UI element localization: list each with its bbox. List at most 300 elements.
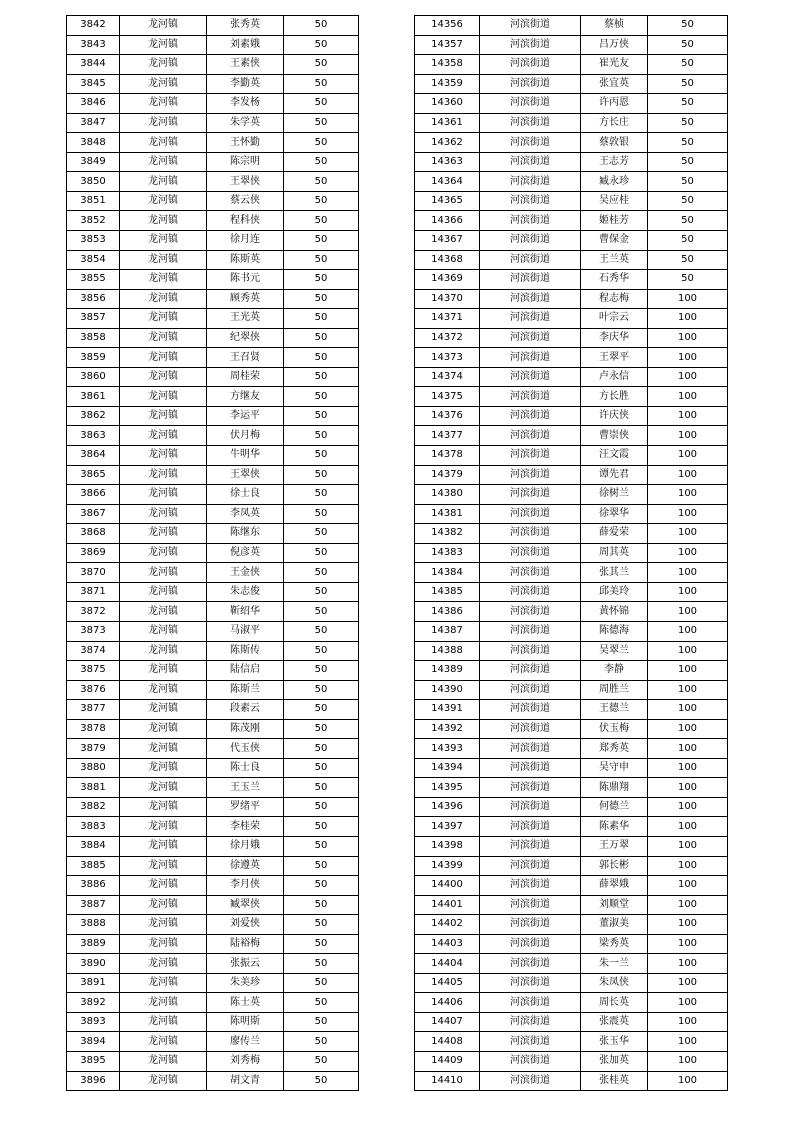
- amount-cell: 50: [284, 250, 359, 270]
- amount-cell: 100: [648, 934, 728, 954]
- amount-cell: 100: [648, 954, 728, 974]
- amount-cell: 100: [648, 289, 728, 309]
- person-name-cell: 董淑美: [581, 915, 648, 935]
- amount-cell: 50: [284, 778, 359, 798]
- row-number-cell: 3859: [67, 348, 120, 368]
- township-cell: 河滨街道: [480, 446, 581, 466]
- table-row: [67, 915, 359, 935]
- amount-cell: 50: [648, 172, 728, 192]
- amount-cell: 50: [284, 797, 359, 817]
- person-name-cell: 王翠平: [581, 348, 648, 368]
- township-cell: 河滨街道: [480, 1012, 581, 1032]
- person-name-cell: 陈茂刚: [207, 719, 284, 739]
- row-number-cell: 3890: [67, 954, 120, 974]
- row-number-cell: 14390: [415, 680, 480, 700]
- person-name-cell: 伏月梅: [207, 426, 284, 446]
- township-cell: 河滨街道: [480, 504, 581, 524]
- table-row: [415, 465, 728, 485]
- amount-cell: 50: [284, 348, 359, 368]
- table-row: [415, 426, 728, 446]
- table-row: [67, 993, 359, 1013]
- row-number-cell: 14400: [415, 876, 480, 896]
- township-cell: 河滨街道: [480, 250, 581, 270]
- row-number-cell: 14404: [415, 954, 480, 974]
- person-name-cell: 吕万侠: [581, 35, 648, 55]
- township-cell: 河滨街道: [480, 680, 581, 700]
- amount-cell: 50: [648, 35, 728, 55]
- township-cell: 龙河镇: [120, 524, 207, 544]
- table-row: [67, 680, 359, 700]
- person-name-cell: 陈士良: [207, 758, 284, 778]
- person-name-cell: 汪文霞: [581, 446, 648, 466]
- person-name-cell: 顾秀英: [207, 289, 284, 309]
- township-cell: 龙河镇: [120, 504, 207, 524]
- township-cell: 河滨街道: [480, 94, 581, 114]
- person-name-cell: 许丙恩: [581, 94, 648, 114]
- person-name-cell: 臧永珍: [581, 172, 648, 192]
- township-cell: 河滨街道: [480, 387, 581, 407]
- amount-cell: 50: [284, 582, 359, 602]
- row-number-cell: 3844: [67, 55, 120, 75]
- table-row: [67, 309, 359, 329]
- township-cell: 龙河镇: [120, 113, 207, 133]
- row-number-cell: 3863: [67, 426, 120, 446]
- amount-cell: 50: [284, 934, 359, 954]
- table-row: [67, 465, 359, 485]
- row-number-cell: 14357: [415, 35, 480, 55]
- row-number-cell: 14368: [415, 250, 480, 270]
- row-number-cell: 14396: [415, 797, 480, 817]
- table-row: [415, 113, 728, 133]
- table-row: [67, 133, 359, 153]
- table-row: [415, 250, 728, 270]
- table-row: [415, 543, 728, 563]
- table-row: [67, 231, 359, 251]
- amount-cell: 100: [648, 856, 728, 876]
- person-name-cell: 张桂英: [581, 1071, 648, 1091]
- township-cell: 河滨街道: [480, 191, 581, 211]
- person-name-cell: 王万翠: [581, 836, 648, 856]
- row-number-cell: 14410: [415, 1071, 480, 1091]
- person-name-cell: 张宜英: [581, 74, 648, 94]
- amount-cell: 50: [648, 231, 728, 251]
- row-number-cell: 3854: [67, 250, 120, 270]
- table-row: [67, 94, 359, 114]
- row-number-cell: 3868: [67, 524, 120, 544]
- table-row: [67, 778, 359, 798]
- table-row: [67, 1012, 359, 1032]
- row-number-cell: 3878: [67, 719, 120, 739]
- table-row: [415, 993, 728, 1013]
- table-row: [415, 406, 728, 426]
- row-number-cell: 14370: [415, 289, 480, 309]
- amount-cell: 100: [648, 387, 728, 407]
- row-number-cell: 14394: [415, 758, 480, 778]
- row-number-cell: 3881: [67, 778, 120, 798]
- township-cell: 龙河镇: [120, 94, 207, 114]
- amount-cell: 100: [648, 680, 728, 700]
- row-number-cell: 14398: [415, 836, 480, 856]
- township-cell: 河滨街道: [480, 113, 581, 133]
- row-number-cell: 3846: [67, 94, 120, 114]
- person-name-cell: 郭长彬: [581, 856, 648, 876]
- amount-cell: 100: [648, 367, 728, 387]
- township-cell: 龙河镇: [120, 680, 207, 700]
- person-name-cell: 陈斯传: [207, 641, 284, 661]
- row-number-cell: 3862: [67, 406, 120, 426]
- row-number-cell: 14399: [415, 856, 480, 876]
- table-row: [67, 250, 359, 270]
- row-number-cell: 14358: [415, 55, 480, 75]
- person-name-cell: 徐遵英: [207, 856, 284, 876]
- amount-cell: 50: [284, 16, 359, 36]
- township-cell: 龙河镇: [120, 993, 207, 1013]
- township-cell: 龙河镇: [120, 446, 207, 466]
- row-number-cell: 14367: [415, 231, 480, 251]
- township-cell: 龙河镇: [120, 309, 207, 329]
- person-name-cell: 王志芳: [581, 152, 648, 172]
- township-cell: 河滨街道: [480, 582, 581, 602]
- township-cell: 龙河镇: [120, 172, 207, 192]
- person-name-cell: 李发杨: [207, 94, 284, 114]
- table-row: [415, 582, 728, 602]
- table-row: [415, 856, 728, 876]
- township-cell: 龙河镇: [120, 152, 207, 172]
- township-cell: 河滨街道: [480, 309, 581, 329]
- row-number-cell: 3873: [67, 621, 120, 641]
- table-row: [67, 621, 359, 641]
- township-cell: 河滨街道: [480, 465, 581, 485]
- row-number-cell: 3885: [67, 856, 120, 876]
- amount-cell: 100: [648, 993, 728, 1013]
- row-number-cell: 14363: [415, 152, 480, 172]
- table-row: [415, 719, 728, 739]
- person-name-cell: 吴守申: [581, 758, 648, 778]
- person-name-cell: 王怀勤: [207, 133, 284, 153]
- amount-cell: 100: [648, 836, 728, 856]
- row-number-cell: 14383: [415, 543, 480, 563]
- amount-cell: 50: [284, 113, 359, 133]
- township-cell: 龙河镇: [120, 16, 207, 36]
- amount-cell: 50: [284, 152, 359, 172]
- table-row: [67, 270, 359, 290]
- table-row: [415, 797, 728, 817]
- person-name-cell: 黄怀锦: [581, 602, 648, 622]
- row-number-cell: 14366: [415, 211, 480, 231]
- township-cell: 河滨街道: [480, 661, 581, 681]
- table-row: [415, 915, 728, 935]
- person-name-cell: 王翠侠: [207, 172, 284, 192]
- township-cell: 龙河镇: [120, 836, 207, 856]
- table-row: [415, 485, 728, 505]
- amount-cell: 100: [648, 876, 728, 896]
- person-name-cell: 何德兰: [581, 797, 648, 817]
- row-number-cell: 14409: [415, 1051, 480, 1071]
- table-row: [415, 758, 728, 778]
- person-name-cell: 倪彦英: [207, 543, 284, 563]
- amount-cell: 50: [284, 543, 359, 563]
- person-name-cell: 陈继东: [207, 524, 284, 544]
- table-row: [67, 113, 359, 133]
- township-cell: 龙河镇: [120, 778, 207, 798]
- township-cell: 龙河镇: [120, 485, 207, 505]
- table-row: [415, 191, 728, 211]
- row-number-cell: 14407: [415, 1012, 480, 1032]
- amount-cell: 100: [648, 895, 728, 915]
- person-name-cell: 周胜兰: [581, 680, 648, 700]
- township-cell: 龙河镇: [120, 700, 207, 720]
- row-number-cell: 14391: [415, 700, 480, 720]
- row-number-cell: 3884: [67, 836, 120, 856]
- amount-cell: 50: [284, 367, 359, 387]
- township-cell: 河滨街道: [480, 993, 581, 1013]
- amount-cell: 100: [648, 915, 728, 935]
- table-row: [415, 504, 728, 524]
- left-roster-table: [66, 15, 359, 1091]
- person-name-cell: 王金侠: [207, 563, 284, 583]
- township-cell: 龙河镇: [120, 35, 207, 55]
- township-cell: 河滨街道: [480, 35, 581, 55]
- row-number-cell: 14361: [415, 113, 480, 133]
- amount-cell: 50: [284, 661, 359, 681]
- person-name-cell: 叶宗云: [581, 309, 648, 329]
- row-number-cell: 14377: [415, 426, 480, 446]
- amount-cell: 50: [284, 719, 359, 739]
- amount-cell: 50: [284, 915, 359, 935]
- row-number-cell: 3889: [67, 934, 120, 954]
- table-row: [415, 16, 728, 36]
- amount-cell: 100: [648, 817, 728, 837]
- row-number-cell: 14408: [415, 1032, 480, 1052]
- amount-cell: 50: [284, 700, 359, 720]
- amount-cell: 50: [284, 602, 359, 622]
- table-row: [67, 954, 359, 974]
- row-number-cell: 14388: [415, 641, 480, 661]
- table-row: [415, 270, 728, 290]
- person-name-cell: 张振云: [207, 954, 284, 974]
- township-cell: 龙河镇: [120, 328, 207, 348]
- person-name-cell: 陈素华: [581, 817, 648, 837]
- amount-cell: 50: [284, 309, 359, 329]
- person-name-cell: 郑秀英: [581, 739, 648, 759]
- table-row: [415, 778, 728, 798]
- row-number-cell: 3877: [67, 700, 120, 720]
- row-number-cell: 3892: [67, 993, 120, 1013]
- township-cell: 河滨街道: [480, 778, 581, 798]
- amount-cell: 100: [648, 563, 728, 583]
- row-number-cell: 14386: [415, 602, 480, 622]
- table-row: [67, 582, 359, 602]
- table-row: [67, 406, 359, 426]
- amount-cell: 100: [648, 309, 728, 329]
- table-row: [415, 387, 728, 407]
- person-name-cell: 陈明斯: [207, 1012, 284, 1032]
- table-row: [67, 817, 359, 837]
- row-number-cell: 14360: [415, 94, 480, 114]
- table-row: [67, 485, 359, 505]
- row-number-cell: 14392: [415, 719, 480, 739]
- table-row: [67, 328, 359, 348]
- row-number-cell: 3870: [67, 563, 120, 583]
- amount-cell: 100: [648, 1032, 728, 1052]
- amount-cell: 50: [284, 563, 359, 583]
- person-name-cell: 徐月连: [207, 231, 284, 251]
- amount-cell: 50: [648, 211, 728, 231]
- amount-cell: 100: [648, 446, 728, 466]
- person-name-cell: 谭先君: [581, 465, 648, 485]
- person-name-cell: 朱志俊: [207, 582, 284, 602]
- person-name-cell: 张秀英: [207, 16, 284, 36]
- amount-cell: 100: [648, 1071, 728, 1091]
- table-row: [415, 172, 728, 192]
- person-name-cell: 卢永信: [581, 367, 648, 387]
- township-cell: 河滨街道: [480, 973, 581, 993]
- row-number-cell: 14365: [415, 191, 480, 211]
- row-number-cell: 14364: [415, 172, 480, 192]
- table-row: [67, 446, 359, 466]
- row-number-cell: 3876: [67, 680, 120, 700]
- person-name-cell: 徐翠华: [581, 504, 648, 524]
- person-name-cell: 方长胜: [581, 387, 648, 407]
- row-number-cell: 3861: [67, 387, 120, 407]
- township-cell: 河滨街道: [480, 16, 581, 36]
- row-number-cell: 14374: [415, 367, 480, 387]
- row-number-cell: 3860: [67, 367, 120, 387]
- table-row: [415, 328, 728, 348]
- person-name-cell: 王德兰: [581, 700, 648, 720]
- person-name-cell: 周长英: [581, 993, 648, 1013]
- table-row: [67, 387, 359, 407]
- table-row: [67, 563, 359, 583]
- row-number-cell: 14359: [415, 74, 480, 94]
- amount-cell: 50: [648, 94, 728, 114]
- amount-cell: 50: [284, 817, 359, 837]
- person-name-cell: 李勤英: [207, 74, 284, 94]
- township-cell: 龙河镇: [120, 406, 207, 426]
- person-name-cell: 代玉侠: [207, 739, 284, 759]
- township-cell: 河滨街道: [480, 700, 581, 720]
- township-cell: 龙河镇: [120, 876, 207, 896]
- amount-cell: 50: [284, 876, 359, 896]
- amount-cell: 50: [284, 739, 359, 759]
- amount-cell: 100: [648, 426, 728, 446]
- table-row: [67, 739, 359, 759]
- person-name-cell: 朱凤侠: [581, 973, 648, 993]
- person-name-cell: 李月侠: [207, 876, 284, 896]
- township-cell: 龙河镇: [120, 661, 207, 681]
- table-row: [67, 289, 359, 309]
- row-number-cell: 3852: [67, 211, 120, 231]
- township-cell: 龙河镇: [120, 797, 207, 817]
- table-row: [67, 602, 359, 622]
- person-name-cell: 邱美玲: [581, 582, 648, 602]
- row-number-cell: 3888: [67, 915, 120, 935]
- amount-cell: 50: [284, 426, 359, 446]
- table-row: [67, 524, 359, 544]
- person-name-cell: 蔡桢: [581, 16, 648, 36]
- row-number-cell: 3886: [67, 876, 120, 896]
- amount-cell: 50: [284, 94, 359, 114]
- person-name-cell: 徐月娥: [207, 836, 284, 856]
- township-cell: 河滨街道: [480, 797, 581, 817]
- table-row: [415, 954, 728, 974]
- amount-cell: 100: [648, 797, 728, 817]
- person-name-cell: 李凤英: [207, 504, 284, 524]
- amount-cell: 100: [648, 641, 728, 661]
- table-row: [415, 367, 728, 387]
- amount-cell: 50: [284, 55, 359, 75]
- table-row: [415, 55, 728, 75]
- table-row: [67, 74, 359, 94]
- township-cell: 龙河镇: [120, 739, 207, 759]
- row-number-cell: 14384: [415, 563, 480, 583]
- person-name-cell: 蔡敦银: [581, 133, 648, 153]
- person-name-cell: 靳绍华: [207, 602, 284, 622]
- table-row: [415, 309, 728, 329]
- person-name-cell: 王召贤: [207, 348, 284, 368]
- amount-cell: 50: [648, 250, 728, 270]
- table-row: [67, 35, 359, 55]
- township-cell: 龙河镇: [120, 719, 207, 739]
- person-name-cell: 王玉兰: [207, 778, 284, 798]
- amount-cell: 100: [648, 1051, 728, 1071]
- township-cell: 龙河镇: [120, 563, 207, 583]
- person-name-cell: 纪翠侠: [207, 328, 284, 348]
- table-row: [415, 1051, 728, 1071]
- table-row: [415, 152, 728, 172]
- township-cell: 龙河镇: [120, 856, 207, 876]
- table-row: [67, 1051, 359, 1071]
- township-cell: 河滨街道: [480, 231, 581, 251]
- amount-cell: 100: [648, 328, 728, 348]
- table-row: [67, 719, 359, 739]
- table-row: [415, 524, 728, 544]
- person-name-cell: 方长庄: [581, 113, 648, 133]
- township-cell: 河滨街道: [480, 55, 581, 75]
- township-cell: 龙河镇: [120, 954, 207, 974]
- amount-cell: 100: [648, 348, 728, 368]
- person-name-cell: 曹保金: [581, 231, 648, 251]
- amount-cell: 50: [284, 758, 359, 778]
- table-row: [67, 876, 359, 896]
- township-cell: 河滨街道: [480, 934, 581, 954]
- amount-cell: 50: [284, 641, 359, 661]
- township-cell: 河滨街道: [480, 74, 581, 94]
- amount-cell: 100: [648, 602, 728, 622]
- township-cell: 河滨街道: [480, 367, 581, 387]
- amount-cell: 100: [648, 406, 728, 426]
- township-cell: 龙河镇: [120, 465, 207, 485]
- table-row: [67, 758, 359, 778]
- township-cell: 河滨街道: [480, 211, 581, 231]
- township-cell: 龙河镇: [120, 1071, 207, 1091]
- row-number-cell: 3853: [67, 231, 120, 251]
- amount-cell: 100: [648, 973, 728, 993]
- row-number-cell: 14401: [415, 895, 480, 915]
- row-number-cell: 3864: [67, 446, 120, 466]
- person-name-cell: 吴应桂: [581, 191, 648, 211]
- table-row: [415, 621, 728, 641]
- table-row: [67, 836, 359, 856]
- amount-cell: 100: [648, 582, 728, 602]
- table-row: [415, 94, 728, 114]
- person-name-cell: 伏玉梅: [581, 719, 648, 739]
- township-cell: 龙河镇: [120, 231, 207, 251]
- person-name-cell: 崔光友: [581, 55, 648, 75]
- row-number-cell: 14372: [415, 328, 480, 348]
- person-name-cell: 陆信启: [207, 661, 284, 681]
- table-row: [67, 426, 359, 446]
